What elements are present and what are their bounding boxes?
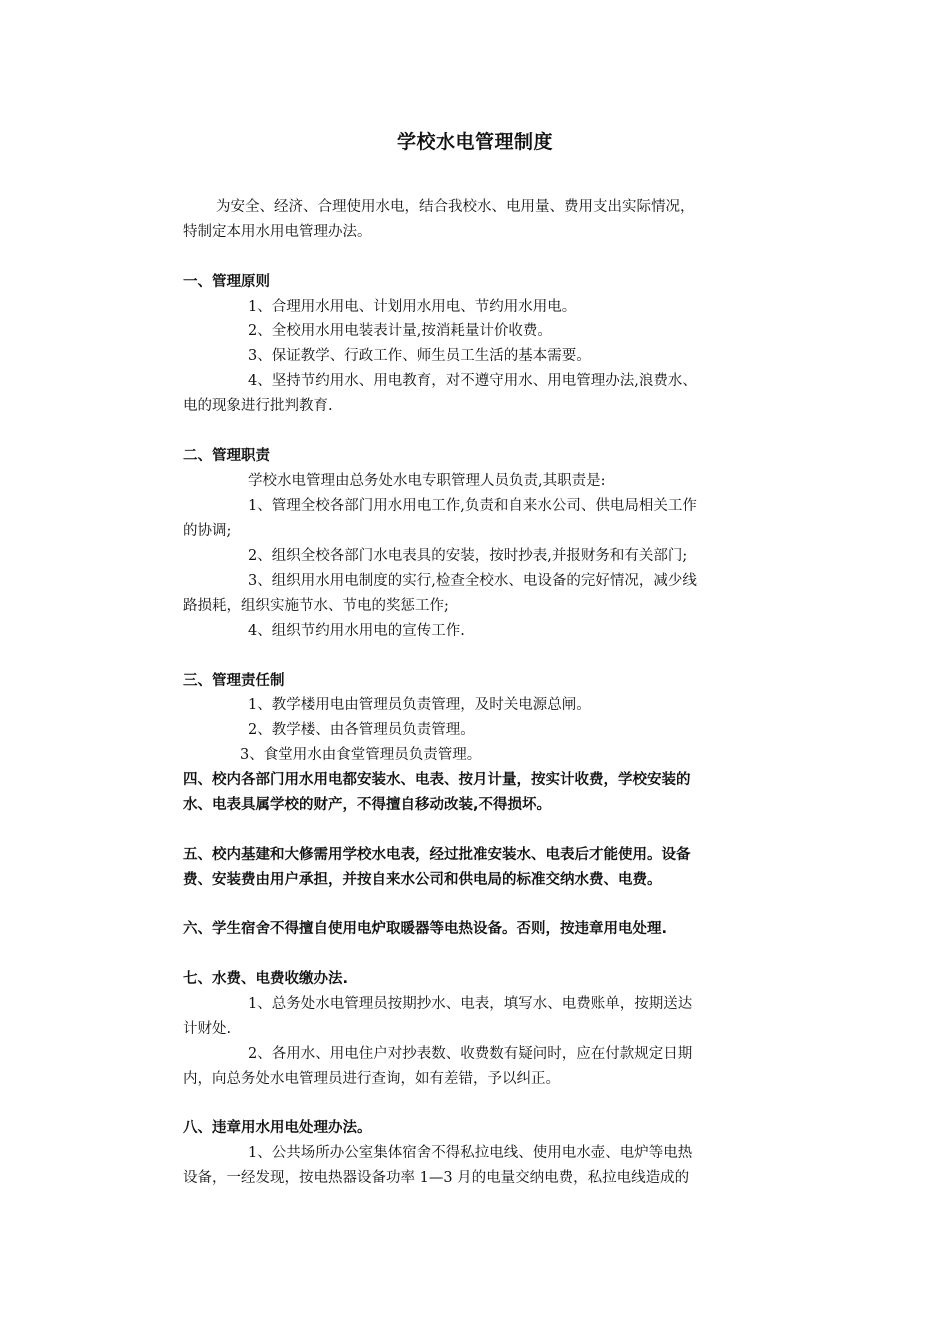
section-heading-8: 八、违章用水用电处理办法。 — [183, 1120, 372, 1136]
section-5-line: 五、校内基建和大修需用学校水电表，经过批准安装水、电表后才能使用。设备 — [183, 847, 691, 863]
section-8-line: 1、公共场所办公室集体宿舍不得私拉电线、使用电水壶、电炉等电热 — [248, 1145, 693, 1161]
section-3-line: 3、食堂用水由食堂管理员负责管理。 — [240, 747, 482, 763]
section-2-line: 4、组织节约用水用电的宣传工作. — [248, 623, 465, 639]
section-2-line: 2、组织全校各部门水电表具的安装，按时抄表,并报财务和有关部门; — [248, 548, 688, 564]
intro-line: 为安全、经济、合理使用水电，结合我校水、电用量、费用支出实际情况， — [216, 199, 695, 215]
section-8-line: 设备，一经发现，按电热器设备功率 1—3 月的电量交纳电费，私拉电线造成的 — [183, 1170, 690, 1186]
section-7-line: 2、各用水、用电住户对抄表数、收费数有疑问时，应在付款规定日期 — [248, 1046, 693, 1062]
section-1-line: 2、全校用水用电装表计量,按消耗量计价收费。 — [248, 323, 552, 339]
section-7-line: 1、总务处水电管理员按期抄水、电表，填写水、电费账单，按期送达 — [248, 996, 693, 1012]
section-1-line: 1、合理用水用电、计划用水用电、节约用水用电。 — [248, 299, 577, 315]
section-2-line: 路损耗，组织实施节水、节电的奖惩工作; — [183, 598, 449, 614]
section-3-line: 1、教学楼用电由管理员负责管理，及时关电源总闸。 — [248, 697, 591, 713]
section-7-line: 计财处. — [183, 1021, 232, 1037]
section-1-line: 3、保证教学、行政工作、师生员工生活的基本需要。 — [248, 348, 591, 364]
section-4-line: 水、电表具属学校的财产，不得擅自移动改装,不得损坏。 — [183, 797, 552, 813]
section-4-line: 四、校内各部门用水用电都安装水、电表、按月计量，按实计收费，学校安装的 — [183, 772, 691, 788]
section-2-line: 3、组织用水用电制度的实行,检查全校水、电设备的完好情况，减少线 — [248, 573, 697, 589]
section-heading-2: 二、管理职责 — [183, 448, 270, 464]
section-2-line: 学校水电管理由总务处水电专职管理人员负责,其职责是: — [248, 473, 606, 489]
section-heading-1: 一、管理原则 — [183, 274, 270, 290]
section-6-line: 六、学生宿舍不得擅自使用电炉取暖器等电热设备。否则，按违章用电处理. — [183, 921, 668, 937]
section-heading-3: 三、管理责任制 — [183, 673, 285, 689]
section-3-line: 2、教学楼、由各管理员负责管理。 — [248, 722, 475, 738]
section-1-line: 4、坚持节约用水、用电教育，对不遵守用水、用电管理办法,浪费水、 — [248, 373, 697, 389]
section-1-line: 电的现象进行批判教育. — [183, 398, 333, 414]
intro-line: 特制定本用水用电管理办法。 — [183, 224, 372, 240]
section-heading-7: 七、水费、电费收缴办法. — [183, 971, 349, 987]
section-5-line: 费、安装费由用户承担，并按自来水公司和供电局的标准交纳水费、电费。 — [183, 872, 662, 888]
document-title: 学校水电管理制度 — [396, 131, 553, 153]
section-7-line: 内，向总务处水电管理员进行查询，如有差错，予以纠正。 — [183, 1071, 560, 1087]
section-2-line: 的协调; — [183, 523, 232, 539]
section-2-line: 1、管理全校各部门用水用电工作,负责和自来水公司、供电局相关工作 — [248, 498, 697, 514]
